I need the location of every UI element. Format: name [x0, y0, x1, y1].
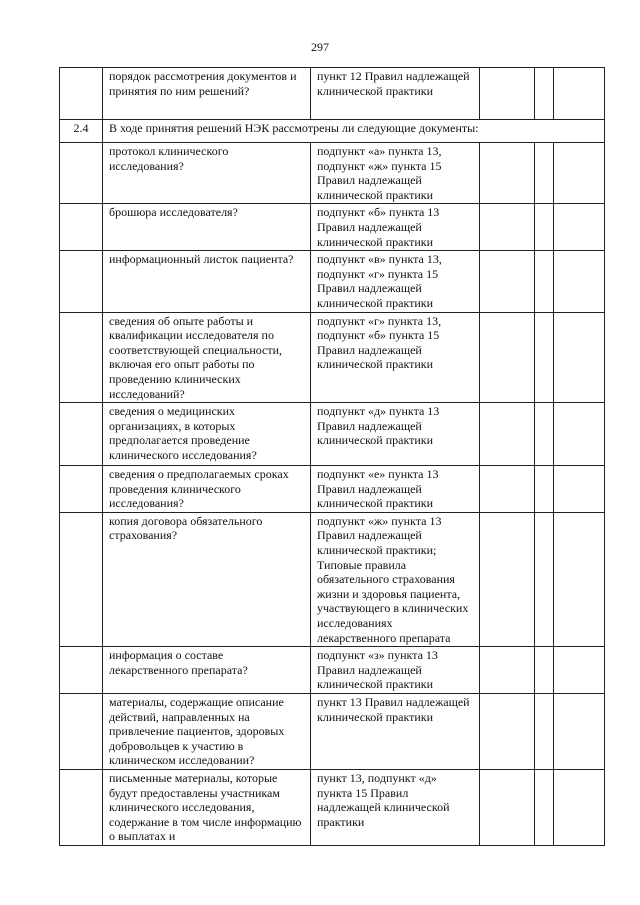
answer-no-cell: [535, 466, 554, 513]
answer-no-cell: [535, 512, 554, 646]
reference-cell: подпункт «д» пункта 13 Правил надлежащей клинической практики: [311, 403, 480, 466]
section-title: В ходе принятия решений НЭК рассмотрены ли следующие документы:: [103, 120, 605, 143]
reference-cell: подпункт «ж» пункта 13 Правил надлежащей клинической практики; Типовые правила обязательного страхования жизни и здоровья пациента, участвующего в клинических исследованиях лекарственного препарата: [311, 512, 480, 646]
checklist-table: [59, 67, 605, 846]
row-number-cell: [60, 204, 103, 251]
answer-no-cell: [535, 68, 554, 120]
note-cell: [554, 647, 605, 694]
reference-cell: подпункт «б» пункта 13 Правил надлежащей клинической практики: [311, 204, 480, 251]
reference-cell: пункт 13, подпункт «д» пункта 15 Правил надлежащей клинической практики: [311, 769, 480, 845]
answer-no-cell: [535, 143, 554, 204]
note-cell: [554, 312, 605, 403]
row-number-cell: [60, 694, 103, 770]
table-row: [60, 694, 605, 770]
question-cell: сведения о медицинских организациях, в которых предполагается проведение клинического исследования?: [103, 403, 311, 466]
answer-no-cell: [535, 403, 554, 466]
note-cell: [554, 68, 605, 120]
question-cell: сведения о предполагаемых сроках проведения клинического исследования?: [103, 466, 311, 513]
row-number-cell: [60, 466, 103, 513]
page-number: 297: [311, 40, 329, 54]
reference-cell: подпункт «е» пункта 13 Правил надлежащей клинической практики: [311, 466, 480, 513]
note-cell: [554, 143, 605, 204]
answer-yes-cell: [480, 466, 535, 513]
answer-yes-cell: [480, 647, 535, 694]
answer-no-cell: [535, 769, 554, 845]
answer-yes-cell: [480, 68, 535, 120]
table-row: [60, 512, 605, 646]
question-cell: сведения об опыте работы и квалификации исследователя по соответствующей специальности, включая его опыт работы по проведению клинических исследований?: [103, 312, 311, 403]
reference-cell: подпункт «г» пункта 13, подпункт «б» пункта 15 Правил надлежащей клинической практики: [311, 312, 480, 403]
question-cell: протокол клинического исследования?: [103, 143, 311, 204]
question-cell: информация о составе лекарственного препарата?: [103, 647, 311, 694]
question-cell: письменные материалы, которые будут предоставлены участникам клинического исследования, содержание в том числе информацию о выплатах и: [103, 769, 311, 845]
row-number-cell: [60, 403, 103, 466]
table-row: [60, 68, 605, 120]
table-row: [60, 143, 605, 204]
table-row: [60, 466, 605, 513]
question-cell: копия договора обязательного страхования?: [103, 512, 311, 646]
note-cell: [554, 204, 605, 251]
table-row: [60, 312, 605, 403]
answer-yes-cell: [480, 204, 535, 251]
row-number-cell: [60, 143, 103, 204]
row-number-cell: [60, 512, 103, 646]
reference-cell: подпункт «а» пункта 13, подпункт «ж» пункта 15 Правил надлежащей клинической практики: [311, 143, 480, 204]
section-number: 2.4: [60, 120, 103, 143]
note-cell: [554, 512, 605, 646]
question-cell: материалы, содержащие описание действий, направленных на привлечение пациентов, здоровых добровольцев к участию в клиническом исследовании?: [103, 694, 311, 770]
question-cell: порядок рассмотрения документов и принятия по ним решений?: [103, 68, 311, 120]
answer-yes-cell: [480, 312, 535, 403]
answer-no-cell: [535, 204, 554, 251]
answer-no-cell: [535, 312, 554, 403]
table-row: [60, 403, 605, 466]
answer-yes-cell: [480, 769, 535, 845]
answer-yes-cell: [480, 143, 535, 204]
reference-cell: подпункт «з» пункта 13 Правил надлежащей клинической практики: [311, 647, 480, 694]
reference-cell: пункт 12 Правил надлежащей клинической практики: [311, 68, 480, 120]
row-number-cell: [60, 68, 103, 120]
answer-no-cell: [535, 694, 554, 770]
note-cell: [554, 694, 605, 770]
row-number-cell: [60, 769, 103, 845]
answer-no-cell: [535, 251, 554, 312]
note-cell: [554, 403, 605, 466]
question-cell: брошюра исследователя?: [103, 204, 311, 251]
table-row: [60, 251, 605, 312]
table-row: [60, 769, 605, 845]
note-cell: [554, 466, 605, 513]
reference-cell: подпункт «в» пункта 13, подпункт «г» пункта 15 Правил надлежащей клинической практики: [311, 251, 480, 312]
table-row: [60, 647, 605, 694]
answer-no-cell: [535, 647, 554, 694]
answer-yes-cell: [480, 694, 535, 770]
section-header-row: [60, 120, 605, 143]
question-cell: информационный листок пациента?: [103, 251, 311, 312]
note-cell: [554, 769, 605, 845]
row-number-cell: [60, 251, 103, 312]
row-number-cell: [60, 647, 103, 694]
answer-yes-cell: [480, 403, 535, 466]
answer-yes-cell: [480, 251, 535, 312]
table-row: [60, 204, 605, 251]
reference-cell: пункт 13 Правил надлежащей клинической практики: [311, 694, 480, 770]
row-number-cell: [60, 312, 103, 403]
answer-yes-cell: [480, 512, 535, 646]
note-cell: [554, 251, 605, 312]
